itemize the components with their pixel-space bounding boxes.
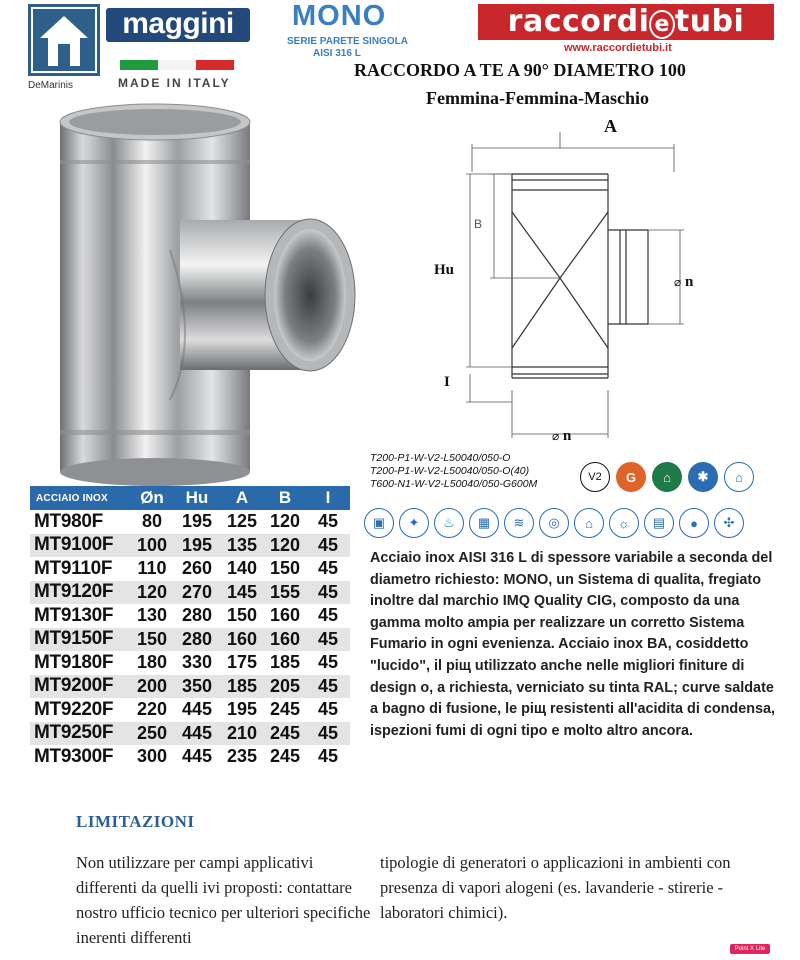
diameter-icon: ⌀: [552, 429, 560, 443]
table-cell: 160: [269, 628, 301, 649]
icons-row-1: [580, 462, 754, 492]
certification-codes: [370, 452, 537, 491]
series-sub-line-2: AISI 316 L: [313, 48, 361, 59]
product-code-cell: MT9200F: [34, 675, 114, 697]
dim-a-label: A: [604, 116, 617, 136]
product-subtitle: Femmina-Femmina-Maschio: [426, 88, 649, 108]
product-code-cell: MT9110F: [34, 557, 113, 579]
maggini-logo: maggini: [106, 8, 250, 42]
table-cell: 45: [317, 746, 339, 767]
limitations-title: LIMITAZIONI: [76, 812, 195, 831]
table-cell: 120: [269, 511, 301, 532]
product-code-cell: MT9180F: [34, 651, 114, 673]
flame-icon: ♨: [434, 508, 464, 538]
table-cell: 45: [317, 699, 339, 720]
table-cell: 185: [269, 652, 301, 673]
table-cell: 245: [269, 722, 301, 743]
product-photo: [40, 100, 370, 490]
col-header-b: B: [278, 488, 292, 507]
water-drop-icon: ●: [679, 508, 709, 538]
table-cell: 160: [269, 605, 301, 626]
product-code-cell: MT9220F: [34, 698, 114, 720]
table-row: [30, 722, 350, 746]
icons-row-2: [364, 508, 744, 538]
table-cell: 45: [317, 652, 339, 673]
italy-flag: [120, 60, 234, 70]
table-cell: 155: [269, 581, 301, 602]
product-code-cell: MT9130F: [34, 604, 114, 626]
oven-icon: ▤: [644, 508, 674, 538]
table-cell: 260: [181, 558, 213, 579]
table-header-material: ACCIAIO INOX: [36, 492, 108, 504]
table-cell: 110: [137, 558, 167, 579]
made-in-italy-label: MADE IN ITALY: [118, 76, 231, 90]
raccordi-text: raccordi: [507, 4, 650, 39]
product-code-cell: MT9250F: [34, 722, 114, 744]
col-header-diameter: Øn: [140, 488, 164, 507]
table-cell: 150: [269, 558, 301, 579]
table-cell: 220: [136, 699, 168, 720]
table-cell: 195: [181, 534, 213, 555]
table-cell: 150: [136, 628, 168, 649]
col-header-a: A: [235, 488, 249, 507]
flame-g-icon: G: [616, 462, 646, 492]
dimensions-table: [30, 486, 350, 769]
table-cell: 45: [317, 558, 339, 579]
roof-icon: ⌂: [652, 462, 682, 492]
series-sub-line-1: SERIE PARETE SINGOLA: [287, 36, 408, 47]
table-cell: 250: [136, 722, 168, 743]
table-cell: 45: [317, 605, 339, 626]
product-code-cell: MT9120F: [34, 581, 114, 603]
v2-icon: V2: [580, 462, 610, 492]
table-row: [30, 698, 350, 722]
table-row: [30, 675, 350, 699]
pot-icon: ◎: [539, 508, 569, 538]
table-cell: 135: [226, 534, 258, 555]
table-cell: 350: [181, 675, 213, 696]
table-cell: 45: [317, 628, 339, 649]
table-cell: 195: [226, 699, 258, 720]
table-cell: 140: [226, 558, 258, 579]
col-header-hu: Hu: [185, 488, 209, 507]
table-cell: 210: [226, 722, 258, 743]
limitations-text-col2: tipologie di generatori o applicazioni in ambienti con presenza di vapori alogeni (es. lavanderie - stirerie - laboratori chimici).: [380, 853, 731, 922]
table-row: [30, 557, 350, 581]
limitations-text-col1: Non utilizzare per campi applicativi differenti da quelli ivi proposti: contattare nostro ufficio tecnico per ulteriori specifiche inerenti differenti: [76, 853, 371, 947]
diameter-icon: ⌀: [674, 275, 682, 289]
col-header-i: I: [325, 488, 331, 507]
heat-icon: ≋: [504, 508, 534, 538]
table-row: [30, 628, 350, 652]
table-cell: 120: [269, 534, 301, 555]
cert-code: T600-N1-W-V2-L50040/050-G600M: [370, 478, 538, 490]
demarinis-label: DeMarinis: [28, 80, 74, 91]
table-row: [30, 510, 350, 534]
product-code-cell: MT9150F: [34, 628, 114, 650]
table-cell: 330: [181, 652, 213, 673]
product-code-cell: MT980F: [34, 510, 103, 532]
dim-i-label: I: [444, 374, 450, 390]
series-name: MONO: [292, 0, 387, 32]
table-cell: 160: [226, 628, 258, 649]
table-row: [30, 651, 350, 675]
roof-outline-icon: ⌂: [724, 462, 754, 492]
table-cell: 300: [136, 746, 168, 767]
table-cell: 245: [269, 746, 301, 767]
table-row: [30, 534, 350, 558]
table-cell: 125: [226, 511, 258, 532]
table-cell: 45: [317, 675, 339, 696]
table-cell: 80: [141, 511, 163, 532]
product-title: RACCORDO A TE A 90° DIAMETRO 100: [354, 60, 686, 80]
dim-b-label: B: [474, 217, 483, 231]
table-cell: 270: [181, 581, 213, 602]
drop-fan-icon: ✱: [688, 462, 718, 492]
stove-icon: ▦: [469, 508, 499, 538]
table-cell: 195: [181, 511, 213, 532]
table-cell: 205: [269, 675, 301, 696]
table-row: [30, 745, 350, 769]
table-cell: 280: [181, 628, 213, 649]
boiler-icon: ▣: [364, 508, 394, 538]
dim-hu-label: Hu: [434, 262, 455, 278]
house-icon: ⌂: [574, 508, 604, 538]
table-cell: 45: [317, 581, 339, 602]
raccordietubi-logo: [478, 4, 774, 40]
fan-icon: ✣: [714, 508, 744, 538]
table-cell: 45: [317, 722, 339, 743]
table-body: [30, 510, 350, 769]
tubi-text: tubi: [674, 4, 745, 39]
product-code-cell: MT9300F: [34, 745, 114, 767]
table-cell: 245: [269, 699, 301, 720]
table-cell: 45: [317, 511, 339, 532]
table-cell: 120: [136, 581, 168, 602]
technical-drawing: [430, 112, 760, 452]
product-code-cell: MT9100F: [34, 534, 114, 556]
table-header: [30, 486, 350, 510]
pointx-badge: Point X Lite: [730, 944, 770, 954]
table-cell: 150: [226, 605, 258, 626]
table-cell: 445: [181, 699, 213, 720]
raccordi-e-text: e: [649, 10, 674, 39]
table-cell: 180: [136, 652, 168, 673]
table-row: [30, 604, 350, 628]
sun-icon: ☼: [609, 508, 639, 538]
table-cell: 45: [317, 534, 339, 555]
table-row: [30, 581, 350, 605]
table-cell: 100: [136, 534, 168, 555]
demarinis-emblem: [28, 4, 100, 76]
table-cell: 185: [226, 675, 258, 696]
table-cell: 175: [226, 652, 258, 673]
cert-code: T200-P1-W-V2-L50040/050-O(40): [370, 465, 530, 477]
table-cell: 145: [226, 581, 258, 602]
table-cell: 445: [181, 722, 213, 743]
dim-n-bottom-label: ⌀ n: [552, 428, 572, 444]
table-cell: 130: [136, 605, 168, 626]
dim-n-branch-label: ⌀ n: [674, 274, 694, 290]
table-cell: 280: [181, 605, 213, 626]
product-description: Acciaio inox AISI 316 L di spessore variabile a seconda del diametro richiesto: MONO, un Sistema di qualita, fregiato inoltre dal marchio IMQ Quality CIG, composto da una gamma molto ampia per realizzare un corretto Sistema Fumario in ogni evenienza. Acciaio inox BA, cosiddetto "lucido", il piщ utilizzato anche nelle migliori finiture di design o, a richiesta, verniciato su tinta RAL; curve saldate a bagno di fusione, le piщ resistenti all'acidita di condensa, ispezioni fumi di ogni tipo e molto altro ancora.: [370, 550, 775, 739]
raccordi-url[interactable]: www.raccordietubi.it: [564, 42, 672, 54]
table-cell: 445: [181, 746, 213, 767]
demarinis-logo: [28, 4, 104, 94]
fire-icon: ✦: [399, 508, 429, 538]
table-cell: 235: [226, 746, 258, 767]
table-cell: 200: [136, 675, 168, 696]
series-subtitle: [287, 36, 408, 60]
cert-code: T200-P1-W-V2-L50040/050-O: [370, 452, 511, 464]
